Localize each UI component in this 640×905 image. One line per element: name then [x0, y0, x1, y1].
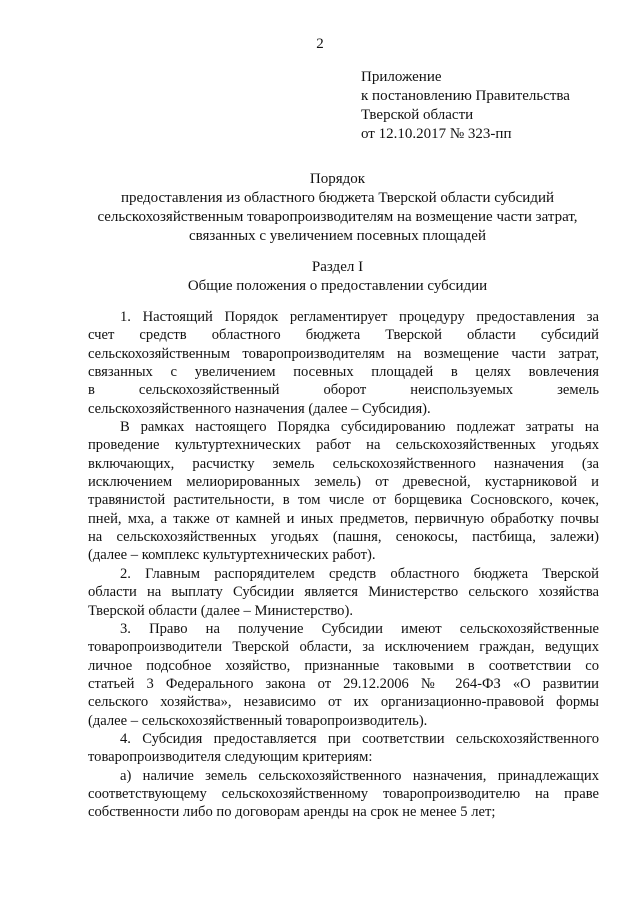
- text-line: (далее – комплекс культуртехнических работ).: [88, 547, 376, 564]
- text-line: области на выплату Субсидии является Министерство сельского хозяйства: [88, 584, 599, 601]
- text-line: товаропроизводители Тверской области, за исключением граждан, ведущих: [88, 639, 599, 656]
- paragraph-6: [88, 767, 599, 822]
- title-line: связанных с увеличением посевных площадей: [188, 228, 486, 244]
- text-line: а) наличие земель сельскохозяйственного назначения, принадлежащих: [120, 767, 599, 784]
- text-line: 4. Субсидия предоставляется при соответствии сельскохозяйственного: [120, 730, 599, 747]
- text-line: 1. Настоящий Порядок регламентирует процедуру предоставления за: [120, 309, 599, 325]
- text-line: собственности либо по договорам аренды на срок не менее 5 лет;: [88, 804, 496, 821]
- text-line: 2. Главным распорядителем средств областного бюджета Тверской: [120, 565, 599, 582]
- text-line: исключением мелиорированных земель) от древесной, кустарниковой и: [88, 474, 599, 491]
- title-line: предоставления из областного бюджета Тверской области субсидий: [120, 190, 554, 206]
- document-title: [80, 170, 595, 246]
- text-line: в сельскохозяйственный оборот неиспользуемых земель: [88, 382, 599, 399]
- text-line: связанных с увеличением посевных площадей в целях вовлечения: [88, 364, 599, 381]
- text-line: включающих, расчистку земель сельскохозяйственного назначения (за: [88, 455, 599, 472]
- title-line: сельскохозяйственным товаропроизводителям на возмещение части затрат,: [97, 209, 578, 225]
- text-line: сельскохозяйственным товаропроизводителям на возмещение части затрат,: [88, 345, 599, 362]
- text-line: 3. Право на получение Субсидии имеют сельскохозяйственные: [120, 620, 599, 637]
- title-line: Порядок: [309, 171, 366, 187]
- text-line: пней, мха, а также от камней и иных предметов, первичную обработку почвы: [88, 510, 599, 527]
- text-line: личное подсобное хозяйство, признанные таковыми в соответствии со: [88, 657, 599, 674]
- paragraph-1: [88, 308, 599, 418]
- text-line: на сельскохозяйственных угодьях (пашня, сенокосы, пастбища, залежи): [88, 529, 599, 546]
- paragraph-2: [88, 418, 599, 565]
- text-line: (далее – сельскохозяйственный товаропроизводитель).: [88, 712, 428, 729]
- section-heading-block: [80, 258, 595, 296]
- paragraph-5: [88, 730, 599, 767]
- text-line: товаропроизводителя следующим критериям:: [88, 749, 373, 766]
- section-heading: Раздел I: [311, 259, 364, 275]
- appendix-block: [361, 68, 570, 144]
- text-line: соответствующему сельскохозяйственному товаропроизводителю на праве: [88, 785, 599, 802]
- section-subheading: Общие положения о предоставлении субсидии: [187, 278, 488, 294]
- appendix-line: к постановлению Правительства: [361, 88, 570, 104]
- text-line: сельского хозяйства», независимо от их организационно-правовой формы: [88, 694, 599, 711]
- appendix-line: от 12.10.2017 № 323-пп: [361, 126, 512, 142]
- body-text: [88, 308, 599, 822]
- text-line: проведение культуртехнических работ на сельскохозяйственных угодьях: [88, 437, 599, 454]
- text-line: травянистой растительности, в том числе от борщевика Сосновского, кочек,: [88, 492, 599, 509]
- appendix-line: Приложение: [361, 69, 442, 85]
- text-line: В рамках настоящего Порядка субсидированию подлежат затраты на: [120, 419, 599, 436]
- page-number: 2: [316, 36, 324, 52]
- paragraph-4: [88, 620, 599, 730]
- paragraph-3: [88, 565, 599, 620]
- text-line: сельскохозяйственного назначения (далее – Субсидия).: [88, 400, 431, 417]
- appendix-line: Тверской области: [361, 107, 474, 123]
- text-line: статьей 3 Федерального закона от 29.12.2006 № 264-ФЗ «О развитии: [88, 675, 599, 692]
- text-line: Тверской области (далее – Министерство).: [88, 602, 353, 619]
- text-line: счет средств областного бюджета Тверской области субсидий: [88, 327, 599, 344]
